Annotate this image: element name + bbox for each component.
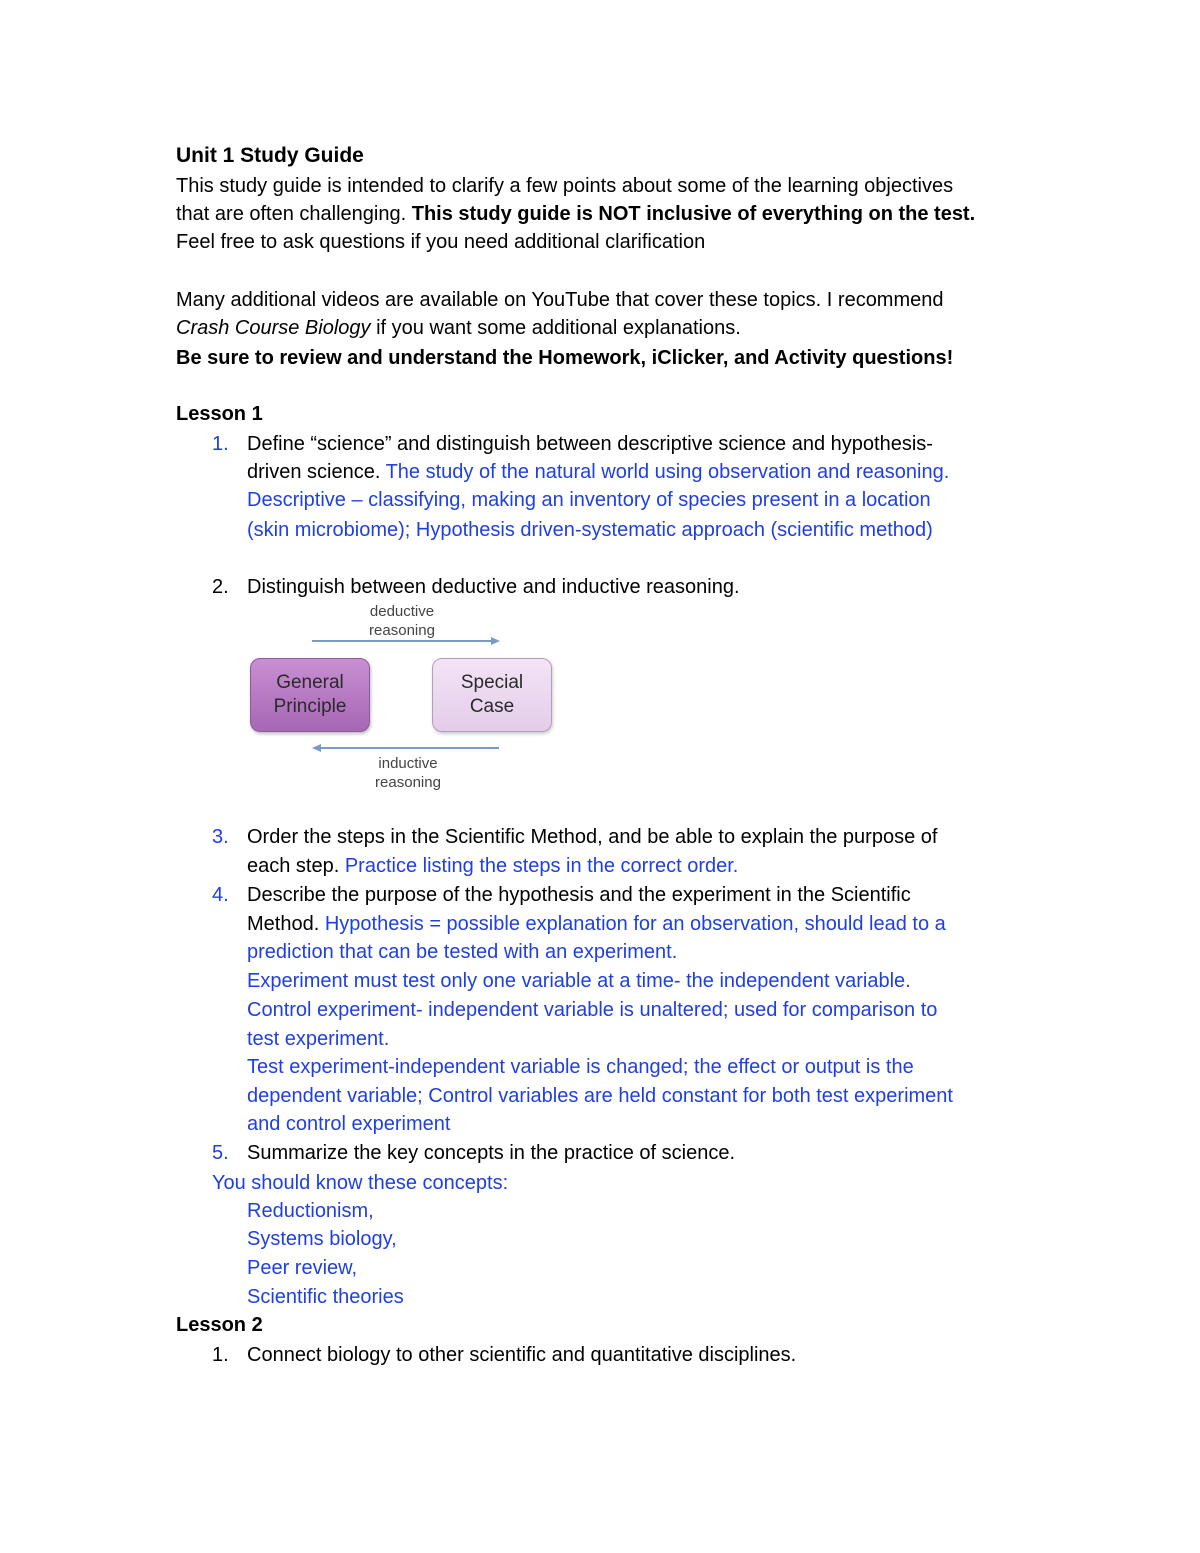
lesson1-item3-answer: Practice listing the steps in the correct order.: [344, 855, 739, 877]
lesson1-item4-line2: [247, 910, 946, 938]
crash-course-title: Crash Course Biology: [176, 317, 371, 339]
lesson1-item1-line4: (skin microbiome); Hypothesis driven-systematic approach (scientific method): [247, 519, 933, 541]
lesson1-item4-line1: Describe the purpose of the hypothesis and the experiment in the Scientific: [247, 884, 911, 906]
intro-line-1: This study guide is intended to clarify a few points about some of the learning objectives: [176, 175, 954, 197]
deductive-label-line2: reasoning: [369, 622, 435, 639]
lesson1-item4-line5: Control experiment- independent variable is unaltered; used for comparison to: [247, 999, 938, 1021]
item-number: 1.: [212, 1344, 229, 1366]
lesson1-item1-line2: [247, 458, 949, 486]
intro-line-2: [176, 200, 975, 228]
concept-item: Scientific theories: [247, 1286, 404, 1308]
videos-line-2: [176, 314, 741, 342]
lesson2-item1-line1: Connect biology to other scientific and quantitative disciplines.: [247, 1344, 797, 1366]
lesson1-item3-line1: Order the steps in the Scientific Method, and be able to explain the purpose of: [247, 826, 938, 848]
lesson1-item5-line1: Summarize the key concepts in the practice of science.: [247, 1142, 736, 1164]
general-box-line2: Principle: [273, 696, 347, 717]
lesson1-item1-question: driven science.: [247, 461, 386, 483]
concept-item: Reductionism,: [247, 1200, 374, 1222]
lesson1-item1-line1: Define “science” and distinguish between descriptive science and hypothesis-: [247, 433, 933, 455]
deductive-label-line1: deductive: [369, 603, 435, 620]
lesson1-item4-line8: dependent variable; Control variables are held constant for both test experiment: [247, 1085, 953, 1107]
lesson1-item1-line3: Descriptive – classifying, making an inventory of species present in a location: [247, 489, 931, 511]
item-number: 3.: [212, 826, 229, 848]
intro-line-3: Feel free to ask questions if you need additional clarification: [176, 231, 706, 253]
lesson1-item4-line9: and control experiment: [247, 1113, 451, 1135]
lesson1-item2-line1: Distinguish between deductive and inductive reasoning.: [247, 576, 740, 598]
lesson1-item4-line6: test experiment.: [247, 1028, 390, 1050]
general-principle-box: [250, 658, 370, 732]
videos-line-1: Many additional videos are available on YouTube that cover these topics. I recommend: [176, 289, 944, 311]
lesson1-item4-answer: Hypothesis = possible explanation for an observation, should lead to a: [324, 913, 946, 935]
review-reminder: Be sure to review and understand the Homework, iClicker, and Activity questions!: [176, 347, 954, 369]
general-box-line1: General: [276, 672, 344, 693]
inductive-label-line2: reasoning: [375, 774, 441, 791]
lesson-2-heading: Lesson 2: [176, 1314, 263, 1336]
concept-item: Systems biology,: [247, 1228, 397, 1250]
special-case-box: [432, 658, 552, 732]
item-number: 4.: [212, 884, 229, 906]
inductive-label-line1: inductive: [378, 755, 438, 772]
lesson-1-heading: Lesson 1: [176, 403, 263, 425]
deductive-label: [342, 602, 462, 640]
lesson1-item4-question: Method.: [247, 913, 325, 935]
inductive-label: [348, 754, 468, 792]
special-box-line2: Case: [469, 696, 515, 717]
page-title: Unit 1 Study Guide: [176, 144, 364, 167]
item-number: 5.: [212, 1142, 229, 1164]
lesson1-item1-answer: The study of the natural world using observation and reasoning.: [385, 461, 950, 483]
inductive-arrowhead: [312, 744, 321, 752]
lesson1-item3-line2: [247, 852, 738, 880]
videos-line-2-text: if you want some additional explanations.: [370, 317, 741, 339]
lesson1-item4-line4: Experiment must test only one variable at a time- the independent variable.: [247, 970, 911, 992]
reasoning-diagram: [240, 598, 570, 798]
concept-item: Peer review,: [247, 1257, 358, 1279]
item-number: 2.: [212, 576, 229, 598]
item-number: 1.: [212, 433, 229, 455]
intro-disclaimer: This study guide is NOT inclusive of everything on the test.: [411, 203, 976, 225]
intro-line-2-text: that are often challenging.: [176, 203, 412, 225]
deductive-arrowhead: [491, 637, 500, 645]
lesson1-item3-question: each step.: [247, 855, 345, 877]
lesson1-item4-line7: Test experiment-independent variable is changed; the effect or output is the: [247, 1056, 914, 1078]
concepts-intro: You should know these concepts:: [212, 1172, 509, 1194]
lesson1-item4-line3: prediction that can be tested with an experiment.: [247, 941, 678, 963]
special-box-line1: Special: [460, 672, 524, 693]
